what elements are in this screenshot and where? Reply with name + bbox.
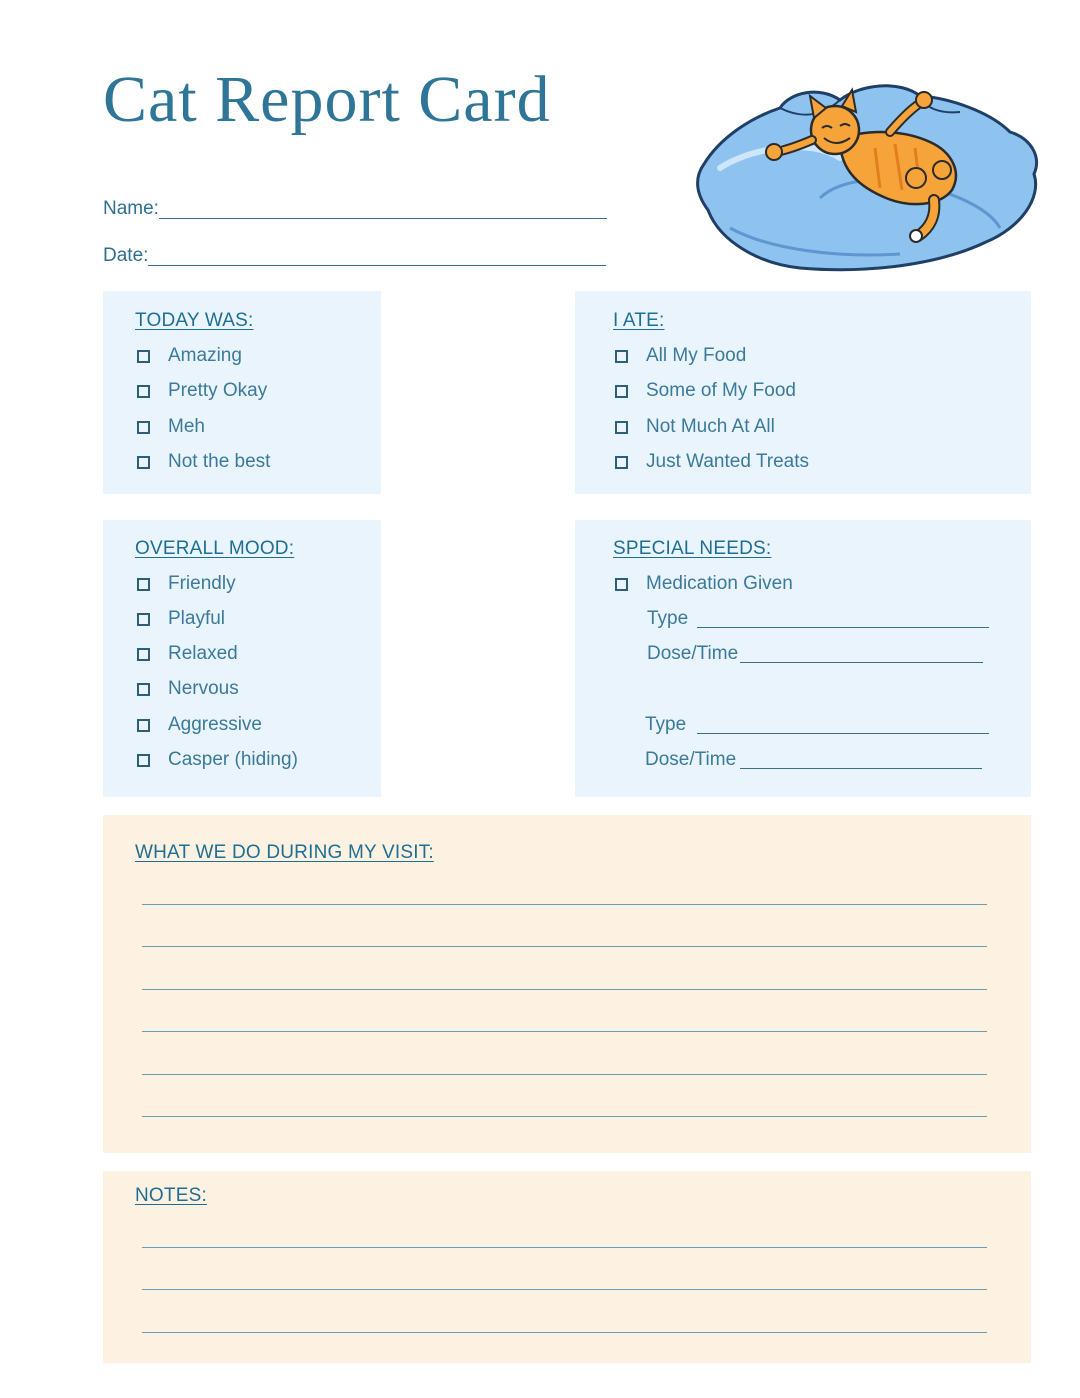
option-label: Pretty Okay <box>168 380 268 401</box>
special-needs-heading: SPECIAL NEEDS: <box>613 538 772 559</box>
ate-option-not-much[interactable] <box>615 415 775 439</box>
ate-option-all[interactable] <box>615 344 746 368</box>
checkbox[interactable] <box>137 613 150 626</box>
checkbox[interactable] <box>615 421 628 434</box>
special-needs-panel <box>575 520 1031 797</box>
option-label: Just Wanted Treats <box>646 451 809 472</box>
checkbox[interactable] <box>615 578 628 591</box>
option-label: Casper (hiding) <box>168 749 298 770</box>
checkbox[interactable] <box>137 719 150 732</box>
today-option-meh[interactable] <box>137 415 205 439</box>
name-field[interactable] <box>103 190 607 220</box>
option-label: Not the best <box>168 451 271 472</box>
checkbox[interactable] <box>137 648 150 661</box>
option-label: Friendly <box>168 573 236 594</box>
mood-option-relaxed[interactable] <box>137 642 238 666</box>
overall-mood-heading: OVERALL MOOD: <box>135 538 295 559</box>
ate-option-treats[interactable] <box>615 450 809 474</box>
option-label: Not Much At All <box>646 416 775 437</box>
writing-line[interactable] <box>142 946 987 947</box>
writing-line[interactable] <box>142 1031 987 1032</box>
date-field[interactable] <box>103 237 606 267</box>
writing-line[interactable] <box>142 1332 987 1333</box>
writing-line[interactable] <box>142 1074 987 1075</box>
option-label: Relaxed <box>168 643 238 664</box>
option-label: Meh <box>168 416 205 437</box>
checkbox[interactable] <box>615 385 628 398</box>
overall-mood-panel <box>103 520 381 797</box>
option-label: Medication Given <box>646 573 793 594</box>
mood-option-casper[interactable] <box>137 748 298 772</box>
ate-option-some[interactable] <box>615 379 796 403</box>
type-label: Type <box>645 714 687 735</box>
mood-option-friendly[interactable] <box>137 572 236 596</box>
medication-given-option[interactable] <box>615 572 793 596</box>
checkbox[interactable] <box>137 578 150 591</box>
medication-type-field-1[interactable] <box>647 604 989 630</box>
cat-on-pillow-illustration <box>690 78 1046 278</box>
notes-heading: NOTES: <box>135 1185 207 1206</box>
medication-dose-field-2[interactable] <box>645 745 982 771</box>
visit-activities-panel <box>103 815 1031 1153</box>
dose-label: Dose/Time <box>647 643 739 664</box>
medication-dose-field-1[interactable] <box>647 639 983 665</box>
option-label: Amazing <box>168 345 242 366</box>
option-label: Some of My Food <box>646 380 796 401</box>
dose-input-line[interactable] <box>740 662 983 663</box>
today-was-panel <box>103 291 381 494</box>
writing-line[interactable] <box>142 1247 987 1248</box>
writing-line[interactable] <box>142 904 987 905</box>
i-ate-panel <box>575 291 1031 494</box>
medication-type-field-2[interactable] <box>645 710 989 736</box>
name-input-line[interactable] <box>159 218 607 219</box>
checkbox[interactable] <box>137 683 150 696</box>
today-option-not-the-best[interactable] <box>137 450 270 474</box>
checkbox[interactable] <box>137 754 150 767</box>
checkbox[interactable] <box>137 421 150 434</box>
name-label: Name: <box>103 198 159 219</box>
notes-panel <box>103 1171 1031 1363</box>
mood-option-playful[interactable] <box>137 607 225 631</box>
checkbox[interactable] <box>615 350 628 363</box>
option-label: All My Food <box>646 345 747 366</box>
type-input-line[interactable] <box>697 733 989 734</box>
dose-input-line[interactable] <box>740 768 982 769</box>
date-label: Date: <box>103 245 149 266</box>
page-title: Cat Report Card <box>103 63 551 136</box>
checkbox[interactable] <box>137 350 150 363</box>
writing-line[interactable] <box>142 1116 987 1117</box>
option-label: Playful <box>168 608 226 629</box>
today-option-pretty-okay[interactable] <box>137 379 267 403</box>
mood-option-aggressive[interactable] <box>137 713 262 737</box>
option-label: Aggressive <box>168 714 262 735</box>
type-input-line[interactable] <box>697 627 989 628</box>
checkbox[interactable] <box>137 385 150 398</box>
checkbox[interactable] <box>615 456 628 469</box>
today-was-heading: TODAY WAS: <box>135 310 254 331</box>
checkbox[interactable] <box>137 456 150 469</box>
writing-line[interactable] <box>142 1289 987 1290</box>
dose-label: Dose/Time <box>645 749 737 770</box>
mood-option-nervous[interactable] <box>137 677 239 701</box>
type-label: Type <box>647 608 689 629</box>
today-option-amazing[interactable] <box>137 344 242 368</box>
date-input-line[interactable] <box>148 265 606 266</box>
option-label: Nervous <box>168 678 239 699</box>
visit-heading: WHAT WE DO DURING MY VISIT: <box>135 842 434 863</box>
i-ate-heading: I ATE: <box>613 310 665 331</box>
writing-line[interactable] <box>142 989 987 990</box>
